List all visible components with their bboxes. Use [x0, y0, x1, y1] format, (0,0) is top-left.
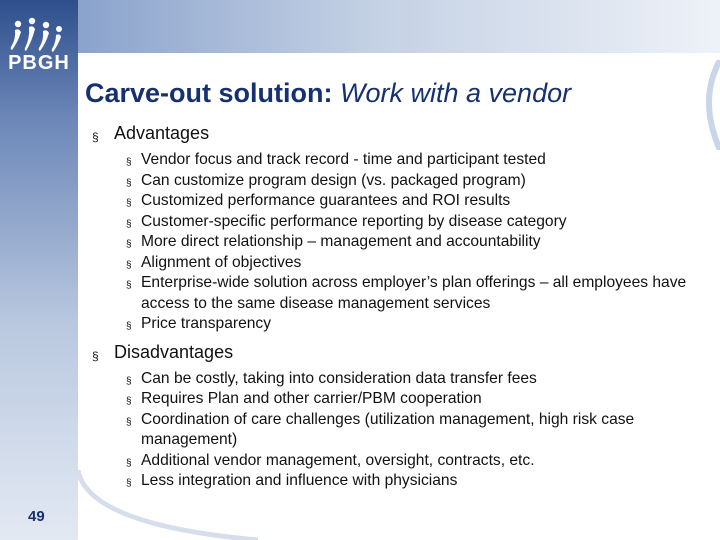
bullet-icon: § — [126, 157, 132, 168]
list-item-text: Customized performance guarantees and ROI results — [141, 192, 511, 209]
list-item-text: Requires Plan and other carrier/PBM cooperation — [141, 390, 482, 407]
list-item — [126, 212, 717, 233]
list-item-text: Additional vendor management, oversight, contracts, etc. — [141, 451, 535, 469]
list-item — [126, 253, 717, 274]
slide-number: 49 — [28, 508, 45, 525]
bullet-icon: § — [126, 396, 132, 407]
bullet-icon: § — [126, 478, 132, 489]
bullet-icon: § — [92, 130, 99, 144]
list-item — [126, 389, 717, 410]
title-bold-part: Carve-out solution: — [85, 78, 333, 108]
decorative-swoosh-bottom — [78, 470, 258, 540]
list-item-text: Less integration and influence with physicians — [141, 472, 458, 489]
list-item — [126, 150, 717, 171]
list-item-text: Price transparency — [141, 315, 272, 332]
list-item — [126, 171, 717, 192]
section-heading-disadvantages — [92, 341, 717, 363]
sidebar-background — [0, 0, 78, 540]
list-item — [126, 410, 717, 451]
slide-body — [92, 122, 717, 498]
list-item-text: Enterprise-wide solution across employer’s plan offerings – all employees have access to the same disease management services — [141, 274, 687, 312]
header-band — [78, 0, 720, 53]
bullet-icon: § — [126, 457, 132, 469]
section-heading-text: Advantages — [114, 123, 210, 143]
bullet-icon: § — [126, 416, 132, 428]
advantages-list — [92, 150, 717, 335]
bullet-icon: § — [126, 259, 132, 271]
list-item-text: Can customize program design (vs. packaged program) — [141, 171, 526, 189]
list-item-text: Customer-specific performance reporting by disease category — [141, 212, 567, 230]
bullet-icon: § — [126, 198, 132, 209]
list-item — [126, 273, 717, 314]
list-item — [126, 232, 717, 253]
bullet-icon: § — [126, 218, 132, 230]
pbgh-logo-text: PBGH — [8, 52, 70, 74]
list-item-text: Can be costly, taking into consideration data transfer fees — [141, 369, 537, 387]
bullet-icon: § — [126, 375, 132, 387]
list-item-text: Coordination of care challenges (utilization management, high risk case management) — [141, 410, 635, 448]
section-heading-text: Disadvantages — [114, 341, 234, 362]
slide-title — [85, 78, 571, 109]
list-item — [126, 191, 717, 212]
section-heading-advantages — [92, 122, 717, 144]
title-italic-part: Work with a vendor — [340, 78, 572, 108]
bullet-icon: § — [126, 321, 132, 332]
list-item — [126, 451, 717, 472]
list-item — [126, 314, 717, 335]
bullet-icon: § — [126, 177, 132, 189]
bullet-icon: § — [126, 239, 132, 250]
bullet-icon: § — [126, 280, 132, 291]
bullet-icon: § — [92, 348, 99, 363]
list-item — [126, 369, 717, 390]
list-item-text: Vendor focus and track record - time and participant tested — [141, 151, 546, 168]
list-item-text: More direct relationship – management and accountability — [141, 233, 541, 250]
list-item-text: Alignment of objectives — [141, 253, 302, 271]
